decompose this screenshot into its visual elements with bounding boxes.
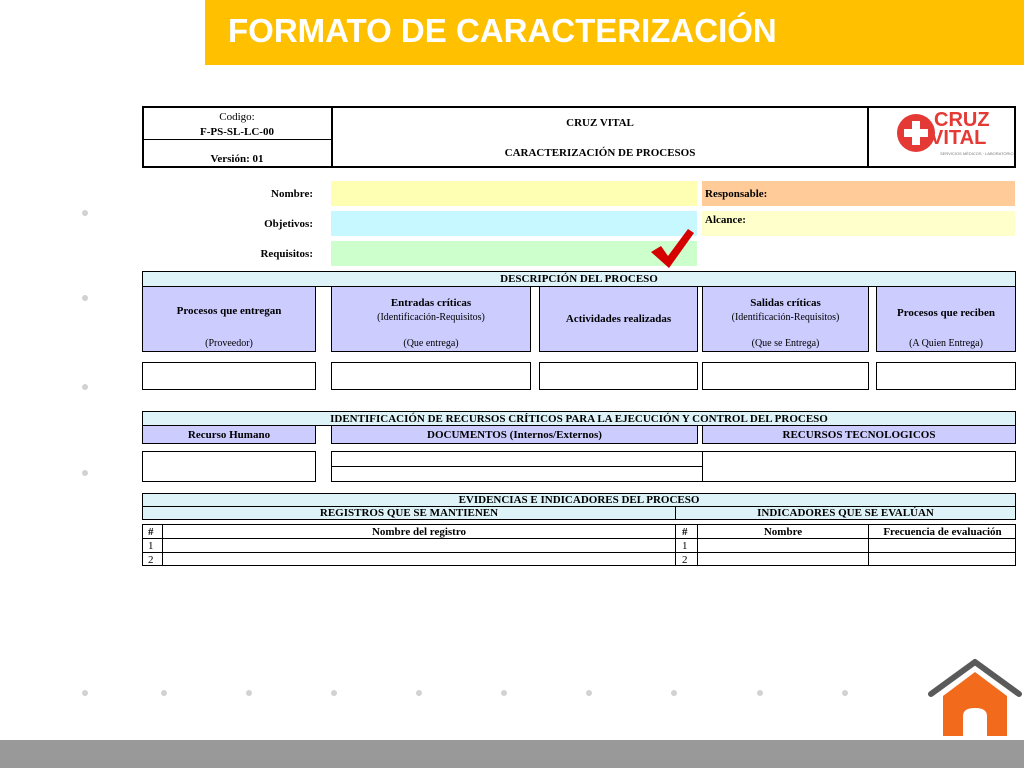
col-nombre: Nombre [763, 526, 803, 538]
col-title: Procesos que reciben [897, 307, 995, 319]
col-sub: (Identificación-Requisitos) [377, 312, 485, 323]
decor-dot [82, 470, 88, 476]
decor-dot [82, 690, 88, 696]
decor-dot [416, 690, 422, 696]
divider [142, 552, 1016, 553]
row-number: 1 [682, 540, 688, 552]
input-recursos-tecnologicos[interactable] [702, 451, 1016, 482]
alcance-label: Alcance: [705, 214, 746, 226]
input-documento-1[interactable] [331, 451, 703, 467]
documentos-header: DOCUMENTOS (Internos/Externos) [331, 425, 698, 444]
divider [675, 524, 676, 566]
row-number: 1 [148, 540, 154, 552]
col-title: Actividades realizadas [565, 313, 672, 325]
recursos-band: IDENTIFICACIÓN DE RECURSOS CRÍTICOS PARA LA EJECUCIÓN Y CONTROL DEL PROCESO [142, 411, 1016, 426]
divider [142, 538, 1016, 539]
responsable-field[interactable] [702, 181, 1015, 206]
col-title: Entradas críticas [390, 297, 472, 309]
input-procesos-entregan[interactable] [142, 362, 316, 390]
bottom-bar [0, 740, 1024, 768]
col-foot: (Que se Entrega) [751, 338, 820, 349]
col-foot: (Que entrega) [403, 338, 459, 349]
input-actividades[interactable] [539, 362, 698, 390]
logo-line2: VITAL [930, 127, 987, 149]
input-salidas-criticas[interactable] [702, 362, 869, 390]
col-nombre-registro: Nombre del registro [371, 526, 467, 538]
col-foot: (Proveedor) [205, 338, 253, 349]
decor-dot [586, 690, 592, 696]
col-sub: (Identificación-Requisitos) [731, 312, 840, 323]
col-salidas-criticas [702, 286, 869, 352]
col-num: # [682, 526, 688, 538]
alcance-field[interactable] [702, 211, 1015, 236]
recursos-tecnologicos-header: RECURSOS TECNOLOGICOS [702, 425, 1016, 444]
col-procesos-entregan [142, 286, 316, 352]
codigo-value: F-PS-SL-LC-00 [200, 126, 274, 138]
document-title: CARACTERIZACIÓN DE PROCESOS [504, 147, 696, 159]
logo-line1: CRUZ [934, 109, 990, 131]
decor-dot [161, 690, 167, 696]
divider [867, 106, 869, 168]
logo-tagline: SERVICIOS MÉDICOS · LABORATORIO [940, 151, 1014, 156]
col-procesos-reciben [876, 286, 1016, 352]
decor-dot [757, 690, 763, 696]
objetivos-label: Objetivos: [264, 218, 313, 230]
recurso-humano-header: Recurso Humano [142, 425, 316, 444]
codigo-label: Codigo: [219, 111, 255, 123]
decor-dot [82, 295, 88, 301]
company-logo [870, 108, 1014, 166]
col-frecuencia: Frecuencia de evaluación [883, 526, 1002, 538]
input-entradas-criticas[interactable] [331, 362, 531, 390]
objetivos-field[interactable] [331, 211, 697, 236]
decor-dot [82, 384, 88, 390]
row-number: 2 [148, 554, 154, 566]
input-recurso-humano[interactable] [142, 451, 316, 482]
decor-dot [842, 690, 848, 696]
version-label: Versión: 01 [210, 153, 264, 165]
company-name: CRUZ VITAL [566, 117, 634, 129]
decor-dot [331, 690, 337, 696]
input-documento-2[interactable] [331, 466, 703, 482]
descripcion-band: DESCRIPCIÓN DEL PROCESO [142, 271, 1016, 287]
requisitos-label: Requisitos: [260, 248, 313, 260]
decor-dot [501, 690, 507, 696]
col-actividades [539, 286, 698, 352]
row-number: 2 [682, 554, 688, 566]
requisitos-field[interactable] [331, 241, 697, 266]
nombre-field[interactable] [331, 181, 697, 206]
col-foot: (A Quien Entrega) [909, 338, 983, 349]
evidencias-band: EVIDENCIAS E INDICADORES DEL PROCESO [142, 493, 1016, 507]
divider [142, 139, 332, 140]
registros-header: REGISTROS QUE SE MANTIENEN [142, 506, 676, 520]
decor-dot [82, 210, 88, 216]
decor-dot [246, 690, 252, 696]
nombre-label: Nombre: [271, 188, 313, 200]
input-procesos-reciben[interactable] [876, 362, 1016, 390]
slide-title: FORMATO DE CARACTERIZACIÓN [228, 12, 777, 49]
col-num: # [148, 526, 154, 538]
responsable-label: Responsable: [705, 188, 768, 200]
indicadores-header: INDICADORES QUE SE EVALÚAN [675, 506, 1016, 520]
decor-dot [671, 690, 677, 696]
home-icon[interactable] [927, 658, 1023, 740]
col-title: Procesos que entregan [176, 305, 282, 317]
col-title: Salidas críticas [750, 297, 821, 309]
col-entradas-criticas [331, 286, 531, 352]
check-icon [648, 226, 696, 270]
